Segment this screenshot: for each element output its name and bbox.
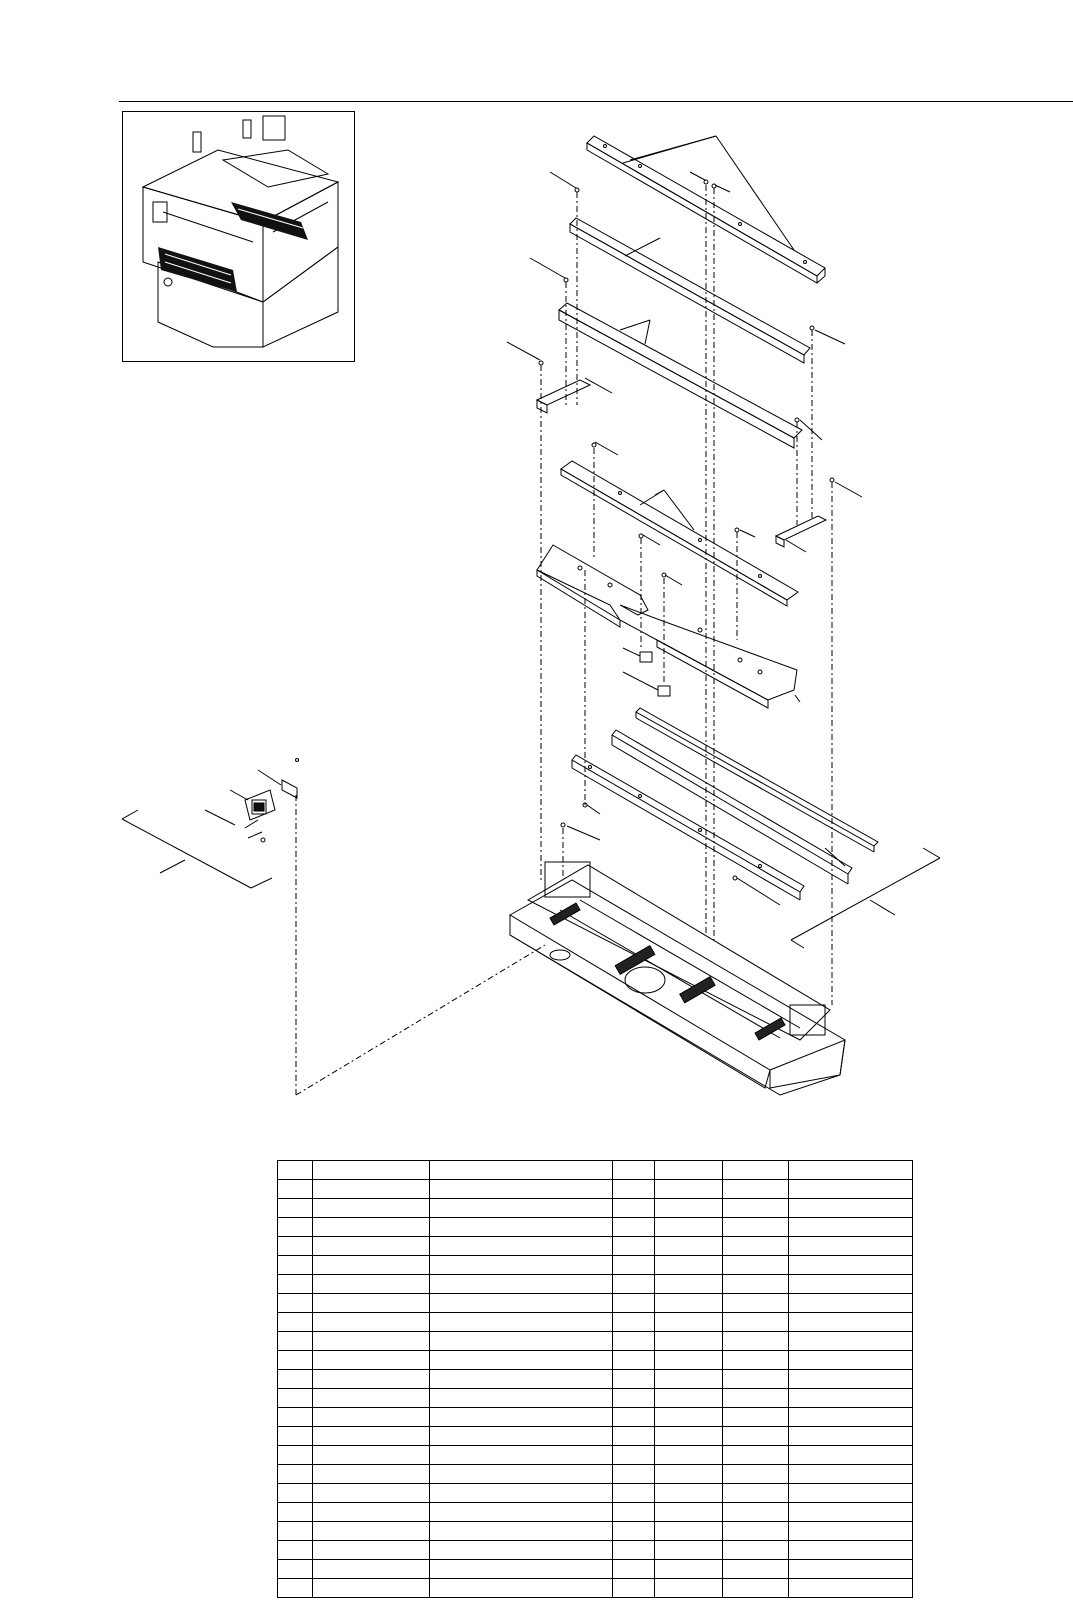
table-cell: [613, 1541, 655, 1560]
table-cell: [655, 1522, 723, 1541]
table-cell: [655, 1579, 723, 1598]
table-cell: [613, 1218, 655, 1237]
table-cell: [723, 1332, 789, 1351]
table-row: [278, 1465, 913, 1484]
table-cell: [723, 1199, 789, 1218]
table-cell: [613, 1180, 655, 1199]
table-cell: [723, 1484, 789, 1503]
table-cell: [313, 1351, 430, 1370]
table-cell: [430, 1522, 613, 1541]
table-cell: [430, 1370, 613, 1389]
table-cell: [430, 1427, 613, 1446]
table-cell: [313, 1199, 430, 1218]
table-cell: [313, 1408, 430, 1427]
table-cell: [278, 1332, 313, 1351]
table-cell: [789, 1370, 913, 1389]
table-cell: [278, 1522, 313, 1541]
table-row: [278, 1503, 913, 1522]
table-cell: [313, 1332, 430, 1351]
table-cell: [430, 1484, 613, 1503]
table-cell: [789, 1465, 913, 1484]
table-cell: [789, 1408, 913, 1427]
table-cell: [655, 1427, 723, 1446]
table-cell: [723, 1313, 789, 1332]
table-cell: [613, 1579, 655, 1598]
table-cell: [313, 1541, 430, 1560]
table-cell: [313, 1522, 430, 1541]
table-cell: [723, 1389, 789, 1408]
table-cell: [655, 1446, 723, 1465]
table-cell: [278, 1446, 313, 1465]
table-cell: [313, 1560, 430, 1579]
table-cell: [789, 1275, 913, 1294]
table-cell: [723, 1294, 789, 1313]
table-cell: [613, 1199, 655, 1218]
table-cell: [723, 1560, 789, 1579]
table-cell: [613, 1294, 655, 1313]
table-cell: [430, 1389, 613, 1408]
table-cell: [655, 1237, 723, 1256]
table-cell: [313, 1313, 430, 1332]
table-cell: [278, 1275, 313, 1294]
small-block-2: [658, 686, 670, 696]
table-cell: [313, 1389, 430, 1408]
screw-callouts: [507, 172, 862, 905]
table-cell: [430, 1218, 613, 1237]
table-row: [278, 1370, 913, 1389]
table-cell: [313, 1465, 430, 1484]
table-cell: [430, 1446, 613, 1465]
table-cell: [613, 1332, 655, 1351]
table-cell: [789, 1256, 913, 1275]
table-cell: [789, 1541, 913, 1560]
table-cell: [723, 1503, 789, 1522]
table-cell: [723, 1218, 789, 1237]
table-row: [278, 1541, 913, 1560]
table-cell: [655, 1541, 723, 1560]
table-cell: [655, 1313, 723, 1332]
small-block-1: [640, 652, 652, 662]
table-cell: [655, 1256, 723, 1275]
table-cell: [278, 1560, 313, 1579]
right-bracket: [776, 516, 826, 552]
table-cell: [789, 1180, 913, 1199]
table-cell: [789, 1294, 913, 1313]
table-row: [278, 1522, 913, 1541]
table-row: [278, 1446, 913, 1465]
table-cell: [278, 1427, 313, 1446]
table-cell: [430, 1294, 613, 1313]
table-cell: [430, 1199, 613, 1218]
table-cell: [655, 1484, 723, 1503]
table-cell: [655, 1351, 723, 1370]
table-row: [278, 1275, 913, 1294]
table-cell: [430, 1256, 613, 1275]
column-header: [313, 1161, 430, 1180]
table-cell: [430, 1503, 613, 1522]
table-cell: [430, 1351, 613, 1370]
table-cell: [430, 1332, 613, 1351]
table-cell: [789, 1446, 913, 1465]
table-cell: [789, 1484, 913, 1503]
third-rail: [559, 303, 802, 448]
table-cell: [723, 1465, 789, 1484]
table-cell: [278, 1579, 313, 1598]
table-row: [278, 1484, 913, 1503]
table-cell: [723, 1408, 789, 1427]
table-cell: [655, 1275, 723, 1294]
table-cell: [789, 1522, 913, 1541]
table-cell: [723, 1427, 789, 1446]
table-cell: [723, 1579, 789, 1598]
table-cell: [723, 1351, 789, 1370]
parts-list-table: [277, 1160, 913, 1598]
table-row: [278, 1199, 913, 1218]
table-cell: [655, 1560, 723, 1579]
table-cell: [278, 1313, 313, 1332]
table-cell: [655, 1218, 723, 1237]
table-row: [278, 1180, 913, 1199]
table-cell: [278, 1389, 313, 1408]
table-cell: [613, 1313, 655, 1332]
second-rail: [570, 218, 810, 363]
table-row: [278, 1560, 913, 1579]
table-cell: [655, 1503, 723, 1522]
table-cell: [313, 1180, 430, 1199]
table-cell: [789, 1560, 913, 1579]
table-cell: [278, 1408, 313, 1427]
table-row: [278, 1579, 913, 1598]
column-header: [723, 1161, 789, 1180]
table-cell: [723, 1237, 789, 1256]
table-cell: [313, 1294, 430, 1313]
table-cell: [613, 1275, 655, 1294]
table-cell: [789, 1503, 913, 1522]
table-cell: [789, 1389, 913, 1408]
table-cell: [789, 1351, 913, 1370]
table-cell: [723, 1370, 789, 1389]
table-cell: [613, 1237, 655, 1256]
table-cell: [278, 1484, 313, 1503]
table-cell: [723, 1522, 789, 1541]
table-cell: [723, 1541, 789, 1560]
table-cell: [789, 1237, 913, 1256]
table-cell: [613, 1408, 655, 1427]
sensor-bracket-assembly: [122, 759, 299, 889]
table-cell: [430, 1180, 613, 1199]
table-cell: [723, 1256, 789, 1275]
table-cell: [313, 1237, 430, 1256]
table-cell: [313, 1256, 430, 1275]
table-row: [278, 1408, 913, 1427]
table-cell: [723, 1180, 789, 1199]
column-header: [789, 1161, 913, 1180]
table-cell: [278, 1503, 313, 1522]
table-cell: [313, 1579, 430, 1598]
table-row: [278, 1294, 913, 1313]
base-plate: [537, 545, 797, 708]
table-cell: [430, 1313, 613, 1332]
table-cell: [430, 1541, 613, 1560]
table-cell: [613, 1351, 655, 1370]
table-header-row: [278, 1161, 913, 1180]
table-cell: [655, 1332, 723, 1351]
table-cell: [430, 1408, 613, 1427]
table-cell: [278, 1199, 313, 1218]
table-cell: [613, 1522, 655, 1541]
table-cell: [313, 1427, 430, 1446]
table-cell: [278, 1218, 313, 1237]
table-cell: [278, 1294, 313, 1313]
column-header: [655, 1161, 723, 1180]
parts-table-body: [278, 1180, 913, 1598]
table-row: [278, 1427, 913, 1446]
table-cell: [613, 1503, 655, 1522]
table-cell: [613, 1484, 655, 1503]
upper-plate: [561, 461, 798, 606]
table-cell: [430, 1465, 613, 1484]
table-cell: [430, 1275, 613, 1294]
table-row: [278, 1351, 913, 1370]
table-cell: [313, 1503, 430, 1522]
column-header: [430, 1161, 613, 1180]
table-cell: [613, 1446, 655, 1465]
column-header: [613, 1161, 655, 1180]
table-cell: [313, 1484, 430, 1503]
table-cell: [789, 1313, 913, 1332]
table-cell: [789, 1579, 913, 1598]
table-cell: [278, 1180, 313, 1199]
table-cell: [613, 1465, 655, 1484]
table-cell: [655, 1199, 723, 1218]
table-cell: [613, 1389, 655, 1408]
table-cell: [313, 1446, 430, 1465]
table-cell: [655, 1465, 723, 1484]
table-cell: [655, 1408, 723, 1427]
table-cell: [613, 1560, 655, 1579]
table-row: [278, 1313, 913, 1332]
left-bracket: [537, 378, 612, 413]
table-cell: [613, 1370, 655, 1389]
table-cell: [789, 1218, 913, 1237]
table-cell: [278, 1370, 313, 1389]
table-cell: [278, 1237, 313, 1256]
table-cell: [313, 1370, 430, 1389]
table-cell: [430, 1560, 613, 1579]
column-header: [278, 1161, 313, 1180]
table-cell: [313, 1275, 430, 1294]
table-row: [278, 1218, 913, 1237]
table-row: [278, 1332, 913, 1351]
table-cell: [278, 1351, 313, 1370]
table-cell: [655, 1180, 723, 1199]
table-cell: [655, 1389, 723, 1408]
table-cell: [613, 1427, 655, 1446]
table-cell: [789, 1427, 913, 1446]
table-cell: [655, 1294, 723, 1313]
table-row: [278, 1256, 913, 1275]
table-cell: [278, 1465, 313, 1484]
table-cell: [789, 1199, 913, 1218]
table-row: [278, 1389, 913, 1408]
table-cell: [723, 1275, 789, 1294]
table-cell: [430, 1579, 613, 1598]
table-cell: [613, 1256, 655, 1275]
table-cell: [655, 1370, 723, 1389]
table-cell: [789, 1332, 913, 1351]
table-row: [278, 1237, 913, 1256]
table-cell: [278, 1541, 313, 1560]
table-cell: [723, 1446, 789, 1465]
table-cell: [313, 1218, 430, 1237]
table-cell: [430, 1237, 613, 1256]
table-cell: [278, 1256, 313, 1275]
